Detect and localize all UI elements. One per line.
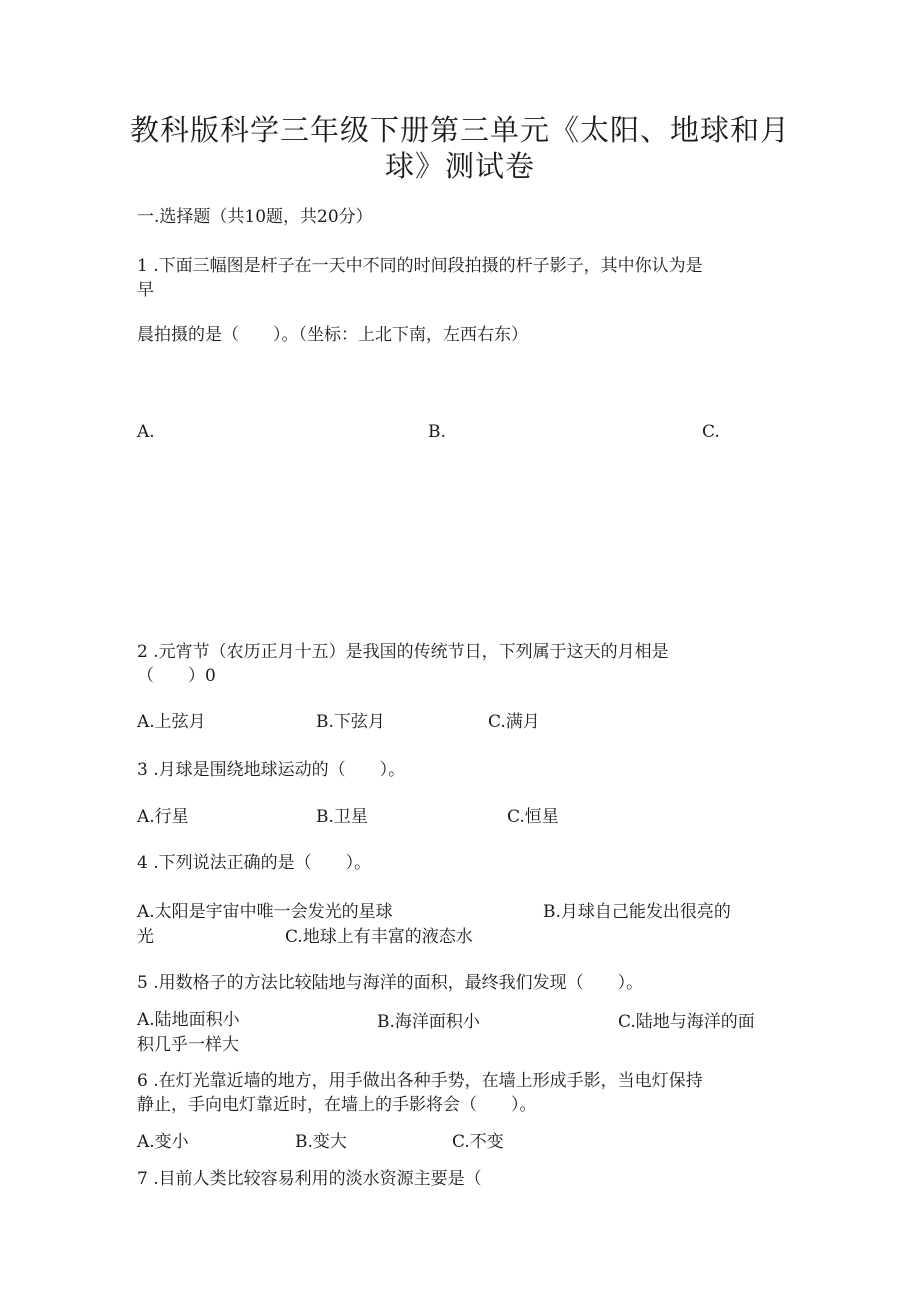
q6-option-c: C.不变 bbox=[452, 1132, 504, 1152]
q3-option-c: C.恒星 bbox=[507, 807, 559, 827]
q6-option-b: B.变大 bbox=[295, 1132, 347, 1152]
q5-option-b: B.海洋面积小 bbox=[377, 1012, 480, 1032]
q5-stem: 5 .用数格子的方法比较陆地与海洋的面积，最终我们发现（ ）。 bbox=[137, 973, 644, 993]
q1-stem-line-2: 早 bbox=[137, 280, 154, 300]
q5-option-c-line-1: C.陆地与海洋的面 bbox=[618, 1012, 755, 1032]
q2-option-b: B.下弦月 bbox=[316, 712, 385, 732]
q4-stem: 4 .下列说法正确的是（ ）。 bbox=[137, 853, 372, 873]
q2-stem-line-1: 2 .元宵节（农历正月十五）是我国的传统节日，下列属于这天的月相是 bbox=[137, 642, 669, 662]
q5-option-c-line-2: 积几乎一样大 bbox=[137, 1035, 239, 1055]
q2-stem-line-2: （ ）0 bbox=[137, 666, 216, 686]
q6-stem-line-2: 静止，手向电灯靠近时，在墙上的手影将会（ ）。 bbox=[137, 1095, 537, 1115]
q2-option-a: A.上弦月 bbox=[137, 712, 206, 732]
q4-option-c: C.地球上有丰富的液态水 bbox=[285, 927, 473, 947]
q6-stem-line-1: 6 .在灯光靠近墙的地方，用手做出各种手势，在墙上形成手影，当电灯保持 bbox=[137, 1071, 703, 1091]
q7-stem: 7 .目前人类比较容易利用的淡水资源主要是（ bbox=[137, 1169, 482, 1189]
q6-option-a: A.变小 bbox=[137, 1132, 189, 1152]
q1-option-a: A. bbox=[137, 422, 155, 442]
section-heading: 一.选择题（共10题，共20分） bbox=[137, 207, 373, 227]
q1-option-b: B. bbox=[428, 422, 446, 442]
page-title-line-1: 教科版科学三年级下册第三单元《太阳、地球和月 bbox=[129, 113, 790, 147]
page-title-line-2: 球》测试卷 bbox=[384, 149, 535, 183]
q3-option-b: B.卫星 bbox=[316, 807, 368, 827]
q3-stem: 3 .月球是围绕地球运动的（ ）。 bbox=[137, 760, 406, 780]
q3-option-a: A.行星 bbox=[137, 807, 189, 827]
q2-option-c: C.满月 bbox=[488, 712, 540, 732]
q1-stem-line-3: 晨拍摄的是（ ）。（坐标：上北下南，左西右东） bbox=[137, 325, 528, 345]
q1-stem-line-1: 1 .下面三幅图是杆子在一天中不同的时间段拍摄的杆子影子，其中你认为是 bbox=[137, 256, 703, 276]
q1-option-c: C. bbox=[702, 422, 720, 442]
q5-option-a: A.陆地面积小 bbox=[137, 1010, 240, 1030]
q4-option-a: A.太阳是宇宙中唯一会发光的星球 bbox=[137, 902, 393, 922]
q4-option-b-line-2: 光 bbox=[137, 927, 154, 947]
q4-option-b-line-1: B.月球自己能发出很亮的 bbox=[543, 902, 731, 922]
